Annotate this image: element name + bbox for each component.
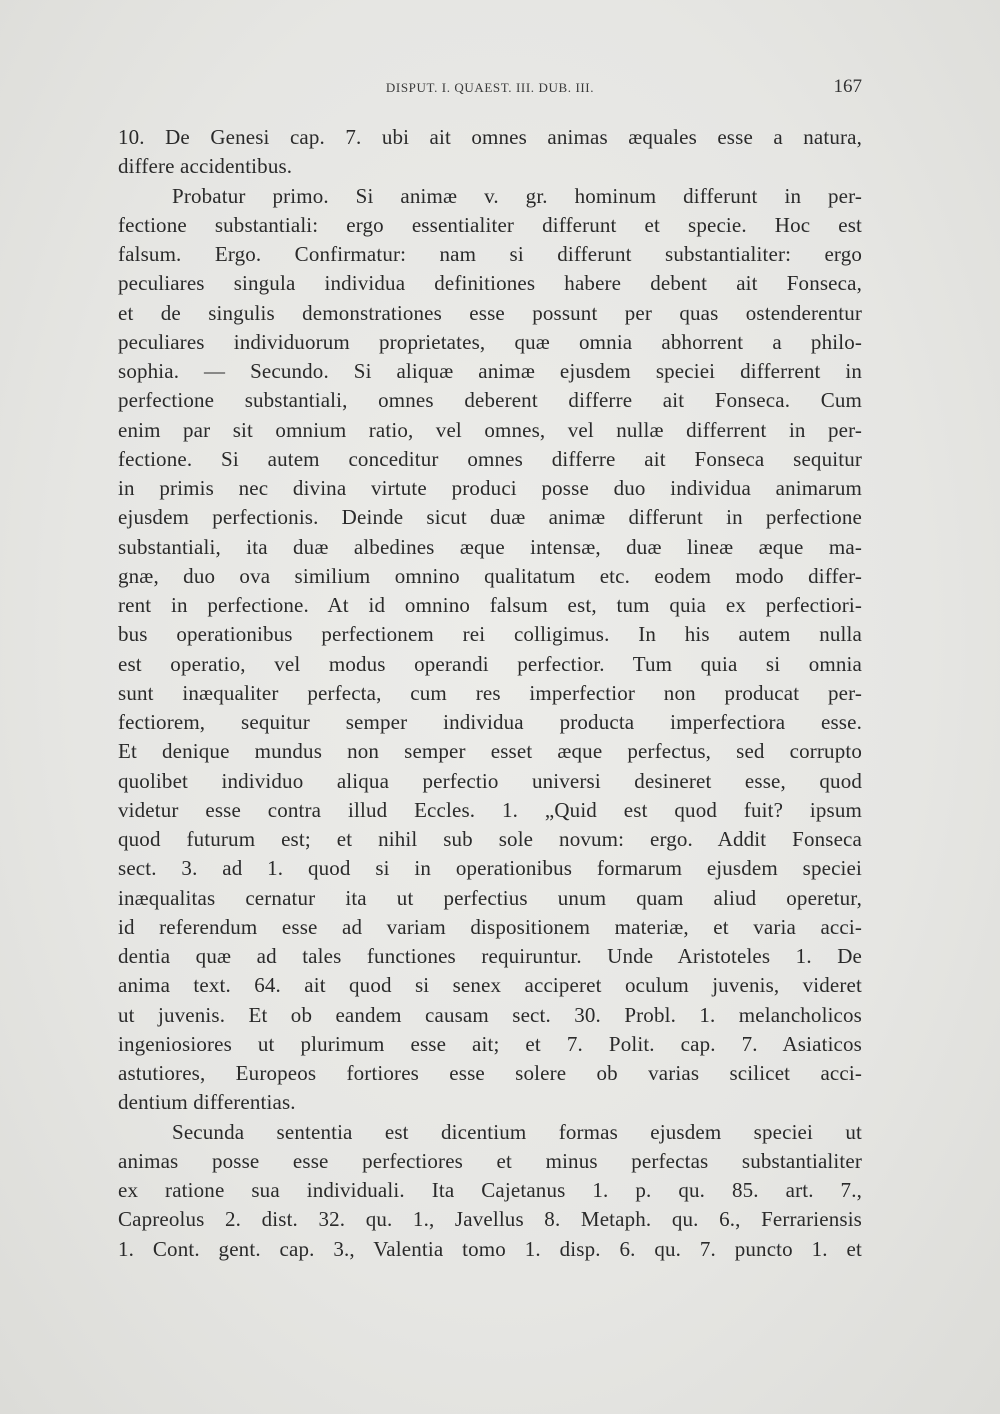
- text-line: peculiares individuorum proprietates, quæ omnia abhorrent a philo-: [118, 329, 862, 354]
- text-line: rent in perfectione. At id omnino falsum est, tum quia ex perfectiori-: [118, 593, 862, 617]
- text-line: sect. 3. ad 1. quod si in operationibus formarum ejusdem speciei: [118, 856, 862, 881]
- text-line: Secunda sententia est dicentium formas ejusdem speciei ut: [172, 1119, 862, 1144]
- text-line: 10. De Genesi cap. 7. ubi ait omnes animas æquales esse a natura,: [118, 125, 862, 149]
- body-text: [118, 123, 862, 1264]
- text-line: sophia. — Secundo. Si aliquæ animæ ejusdem speciei differrent in: [118, 359, 862, 383]
- text-line: dentia quæ ad tales functiones requiruntur. Unde Aristoteles 1. De: [118, 944, 862, 968]
- text-line: fectiorem, sequitur semper individua producta imperfectiora esse.: [118, 710, 862, 734]
- text-line: videtur esse contra illud Eccles. 1. „Quid est quod fuit? ipsum: [118, 797, 862, 822]
- text-line: anima text. 64. ait quod si senex acciperet oculum juvenis, videret: [118, 973, 862, 998]
- text-line: Probatur primo. Si animæ v. gr. hominum differunt in per-: [172, 183, 862, 208]
- text-line: fectione. Si autem conceditur omnes differre ait Fonseca sequitur: [118, 446, 862, 471]
- text-line: 1. Cont. gent. cap. 3., Valentia tomo 1. disp. 6. qu. 7. puncto 1. et: [118, 1236, 862, 1261]
- text-line: dentium differentias.: [118, 1090, 296, 1115]
- text-line: gnæ, duo ova similium omnino qualitatum etc. eodem modo differ-: [118, 563, 862, 588]
- text-line: et de singulis demonstrationes esse possunt per quas ostenderentur: [118, 300, 862, 325]
- text-line: substantiali, ita duæ albedines æque intensæ, duæ lineæ æque ma-: [118, 534, 862, 559]
- text-line: quolibet individuo aliqua perfectio universi desineret esse, quod: [118, 768, 862, 793]
- text-line: animas posse esse perfectiores et minus perfectas substantialiter: [118, 1148, 862, 1173]
- text-line: fectione substantiali: ergo essentialiter differunt et specie. Hoc est: [118, 212, 862, 237]
- text-line: Capreolus 2. dist. 32. qu. 1., Javellus 8. Metaph. qu. 6., Ferrariensis: [118, 1207, 862, 1232]
- text-line: ingeniosiores ut plurimum esse ait; et 7. Polit. cap. 7. Asiaticos: [118, 1031, 862, 1056]
- text-line: perfectione substantiali, omnes deberent differre ait Fonseca. Cum: [118, 388, 862, 413]
- text-line: sunt inæqualiter perfecta, cum res imperfectior non producat per-: [118, 680, 862, 705]
- text-line: falsum. Ergo. Confirmatur: nam si differunt substantialiter: ergo: [118, 242, 862, 266]
- text-line: ex ratione sua individuali. Ita Cajetanus 1. p. qu. 85. art. 7.,: [118, 1178, 862, 1202]
- text-line: ejusdem perfectionis. Deinde sicut duæ animæ differunt in perfectione: [118, 505, 862, 530]
- running-head: [118, 76, 862, 100]
- text-line: differe accidentibus.: [118, 154, 293, 179]
- text-line: inæqualitas cernatur ita ut perfectius unum quam aliud operetur,: [118, 885, 862, 910]
- text-line: in primis nec divina virtute produci posse duo individua animarum: [118, 476, 862, 500]
- text-line: ut juvenis. Et ob eandem causam sect. 30. Probl. 1. melancholicos: [118, 1002, 862, 1027]
- text-line: Et denique mundus non semper esset æque perfectus, sed corrupto: [118, 739, 862, 764]
- text-line: id referendum esse ad variam dispositionem materiæ, et varia acci-: [118, 914, 862, 939]
- text-line: est operatio, vel modus operandi perfectior. Tum quia si omnia: [118, 651, 862, 676]
- page-number: 167: [833, 76, 862, 97]
- text-line: enim par sit omnium ratio, vel omnes, vel nullæ differrent in per-: [118, 417, 862, 442]
- text-line: bus operationibus perfectionem rei colligimus. In his autem nulla: [118, 622, 862, 647]
- text-line: astutiores, Europeos fortiores esse solere ob varias scilicet acci-: [118, 1061, 862, 1085]
- text-line: peculiares singula individua definitiones habere debent ait Fonseca,: [118, 271, 862, 296]
- running-title: DISPUT. I. QUAEST. III. DUB. III.: [385, 80, 595, 95]
- text-line: quod futurum est; et nihil sub sole novum: ergo. Addit Fonseca: [118, 827, 862, 851]
